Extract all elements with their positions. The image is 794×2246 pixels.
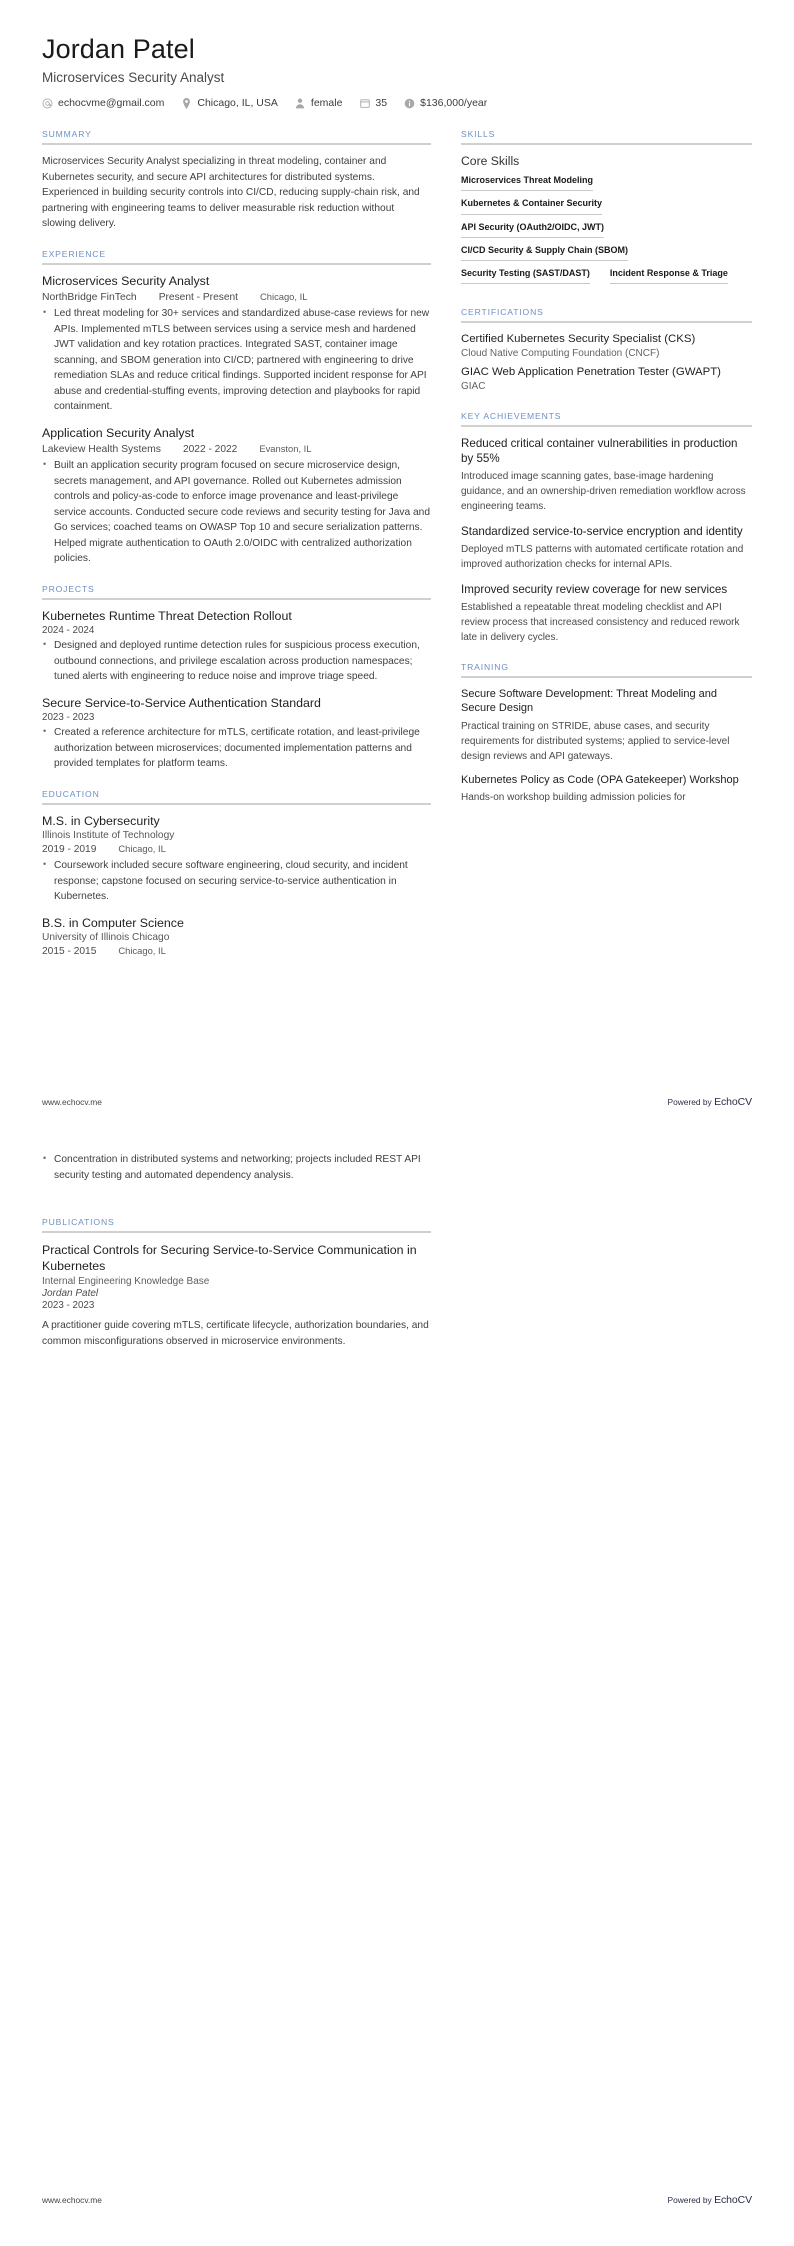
section-skills	[461, 129, 752, 290]
email-icon	[42, 98, 53, 109]
achievement-title: Improved security review coverage for new services	[461, 582, 728, 596]
certification-item	[461, 365, 752, 393]
project-bullets	[42, 725, 431, 772]
skill-chip: Security Testing (SAST/DAST)	[461, 267, 590, 284]
contact-gender-value: female	[310, 97, 343, 110]
section-title-publications: PUBLICATIONS	[42, 1217, 115, 1227]
education-location: Chicago, IL	[118, 843, 166, 855]
bullet: • Concentration in distributed systems and networking; projects included REST API security testing and automated dependency analysis.	[42, 1152, 431, 1183]
education-location: Chicago, IL	[118, 945, 166, 957]
project-item	[42, 696, 431, 772]
skill-line	[461, 244, 752, 261]
certification-item	[461, 332, 752, 360]
resume-page-2	[0, 1150, 794, 2206]
education-meta	[42, 843, 431, 855]
publication-source: Internal Engineering Knowledge Base	[42, 1276, 210, 1288]
project-name: Secure Service-to-Service Authentication Standard	[42, 695, 321, 710]
publication-item	[42, 1242, 431, 1349]
education-degree: B.S. in Computer Science	[42, 915, 184, 930]
section-publications	[42, 1217, 431, 1349]
skill-chip: API Security (OAuth2/OIDC, JWT)	[461, 221, 604, 238]
footer-brand-name: EchoCV	[714, 1096, 752, 1108]
contact-salary-value: $136,000/year	[420, 97, 488, 110]
experience-bullets	[42, 306, 431, 415]
contact-location	[181, 97, 278, 109]
contact-age	[359, 97, 387, 109]
achievement-description: Established a repeatable threat modeling checklist and API review process that increased consistency and reduced rework late in delivery cycles.	[461, 601, 740, 643]
education-meta	[42, 945, 431, 957]
skill-chip: Kubernetes & Container Security	[461, 197, 602, 214]
candidate-headline: Microservices Security Analyst	[42, 70, 225, 86]
education-degree: M.S. in Cybersecurity	[42, 813, 160, 828]
footer-brand-name: EchoCV	[714, 2194, 752, 2206]
section-rule	[42, 143, 431, 145]
section-experience	[42, 249, 431, 567]
training-title: Kubernetes Policy as Code (OPA Gatekeeper) Workshop	[461, 773, 739, 786]
section-title-education: EDUCATION	[42, 788, 100, 799]
experience-role: Application Security Analyst	[42, 425, 195, 440]
project-date: 2024 - 2024	[42, 625, 95, 637]
experience-org: NorthBridge FinTech	[42, 292, 137, 304]
contact-location-value: Chicago, IL, USA	[197, 97, 278, 110]
contact-gender	[295, 97, 343, 109]
experience-location: Evanston, IL	[259, 443, 312, 455]
page-footer-1	[42, 1096, 752, 1108]
achievement-description: Deployed mTLS patterns with automated certificate rotation and improved authorization checks for internal APIs.	[461, 543, 744, 570]
education-item	[42, 814, 431, 905]
certification-issuer: GIAC	[461, 381, 486, 393]
education-bullets	[42, 858, 431, 905]
project-name: Kubernetes Runtime Threat Detection Rollout	[42, 608, 292, 623]
education-date: 2019 - 2019	[42, 844, 97, 856]
skill-rows	[461, 174, 752, 290]
bullet: • Led threat modeling for 30+ services and standardized abuse-case reviews for new APIs. Implemented mTLS between services using a service mesh and hardened JWT validation and key rotation practices. Integrated SAST, container image scanning, and SBOM generation into CI/CD; partnered with engineering to drive remediation SLAs and reduce critical findings. Supported incident response for API abuse and credential-stuffing events, improving detection and playbooks for rapid containment.	[42, 306, 431, 415]
experience-date: Present - Present	[158, 292, 238, 304]
certification-issuer: Cloud Native Computing Foundation (CNCF)	[461, 347, 660, 359]
experience-org: Lakeview Health Systems	[42, 444, 161, 456]
publication-title: Practical Controls for Securing Service-to-Service Communication in Kubernetes	[42, 1243, 417, 1274]
section-certifications	[461, 307, 752, 394]
skill-chip: Microservices Threat Modeling	[461, 174, 593, 191]
salary-icon	[404, 98, 415, 109]
training-title: Secure Software Development: Threat Modeling and Secure Design	[461, 687, 717, 715]
resume-header	[0, 0, 794, 109]
experience-role: Microservices Security Analyst	[42, 273, 210, 288]
skill-chip: CI/CD Security & Supply Chain (SBOM)	[461, 244, 628, 261]
section-title-summary: SUMMARY	[42, 129, 92, 140]
achievement-item	[461, 436, 752, 514]
section-title-projects: PROJECTS	[42, 583, 95, 594]
section-rule	[461, 425, 752, 427]
achievement-item	[461, 582, 752, 645]
experience-location: Chicago, IL	[260, 291, 308, 303]
candidate-name: Jordan Patel	[42, 34, 195, 64]
section-education	[42, 789, 431, 958]
footer-brand	[668, 2194, 752, 2206]
footer-url[interactable]: www.echocv.me	[42, 1097, 102, 1107]
project-bullets	[42, 638, 431, 685]
training-description: Hands-on workshop building admission policies for	[461, 792, 686, 804]
publication-description: A practitioner guide covering mTLS, certificate lifecycle, authorization boundaries, and common misconfigurations observed in microservice environments.	[42, 1320, 429, 1347]
location-icon	[181, 98, 192, 109]
training-description: Practical training on STRIDE, abuse cases, and security requirements for distributed systems; applied to service-level design reviews and API gateways.	[461, 720, 730, 762]
skill-line	[461, 267, 752, 284]
footer-powered-by-label: Powered by	[667, 2195, 715, 2205]
skill-chip: Incident Response & Triage	[610, 267, 728, 284]
training-item	[461, 687, 752, 764]
section-title-key-achievements: KEY ACHIEVEMENTS	[461, 410, 562, 421]
achievement-description: Introduced image scanning gates, base-image hardening guidance, and an ownership-driven remediation workflow across engineering teams.	[461, 470, 746, 512]
contact-email-value: echocvme@gmail.com	[58, 97, 165, 110]
skill-line	[461, 197, 752, 214]
project-date: 2023 - 2023	[42, 712, 95, 724]
experience-meta	[42, 443, 431, 455]
bullet: • Built an application security program focused on secure microservice design, secrets management, and API governance. Rolled out Kubernetes admission controls and policy-as-code to enforce image provenance and least-privilege service accounts. Conducted secure code reviews and security testing for Java and Go services; coached teams on OWASP Top 10 and secure serialization patterns. Helped migrate authentication to OAuth 2.0/OIDC with centralized authorization policies.	[42, 458, 431, 567]
section-projects	[42, 584, 431, 772]
section-summary	[42, 129, 431, 232]
section-title-experience: EXPERIENCE	[42, 248, 106, 259]
experience-item	[42, 274, 431, 415]
resume-columns-page2	[0, 1150, 794, 1366]
skill-line	[461, 174, 752, 191]
section-key-achievements	[461, 411, 752, 645]
section-rule	[42, 1231, 431, 1233]
project-item	[42, 609, 431, 685]
education-school: Illinois Institute of Technology	[42, 830, 175, 842]
bullet: • Created a reference architecture for mTLS, certificate rotation, and least-privilege authorization between microservices; documented implementation patterns and provided templates for platform teams.	[42, 725, 431, 772]
resume-page-1	[0, 0, 794, 1108]
training-item	[461, 773, 752, 806]
experience-bullets	[42, 458, 431, 567]
publication-date: 2023 - 2023	[42, 1300, 95, 1312]
contact-salary	[404, 97, 487, 109]
experience-item	[42, 426, 431, 567]
education-bullets-continued	[42, 1152, 431, 1183]
person-icon	[295, 98, 306, 109]
footer-powered-by-label: Powered by	[667, 1097, 715, 1107]
skill-line	[461, 221, 752, 238]
bullet: • Designed and deployed runtime detection rules for suspicious process execution, outbound connections, and privilege escalation across production namespaces; tuned alerts with engineering to reduce noise and improve triage speed.	[42, 638, 431, 685]
certification-name: GIAC Web Application Penetration Tester (GWAPT)	[461, 366, 721, 379]
section-training	[461, 662, 752, 806]
page-footer-2	[42, 2194, 752, 2206]
section-title-training: TRAINING	[461, 661, 509, 672]
contact-email	[42, 97, 164, 109]
footer-url[interactable]: www.echocv.me	[42, 2195, 102, 2205]
education-item	[42, 916, 431, 958]
achievement-title: Standardized service-to-service encryption and identity	[461, 524, 743, 538]
bullet: • Coursework included secure software engineering, cloud security, and incident response; capstone focused on securing service-to-service authentication in Kubernetes.	[42, 858, 431, 905]
section-rule	[461, 321, 752, 323]
section-rule	[42, 598, 431, 600]
skills-group-label: Core Skills	[461, 154, 520, 169]
publication-author: Jordan Patel	[42, 1288, 99, 1300]
experience-date: 2022 - 2022	[182, 444, 238, 456]
contact-age-value: 35	[375, 97, 388, 110]
education-continuation	[42, 1152, 431, 1183]
resume-columns	[0, 109, 794, 974]
education-date: 2015 - 2015	[42, 946, 97, 958]
achievement-item	[461, 524, 752, 572]
section-rule	[42, 803, 431, 805]
achievement-title: Reduced critical container vulnerabilities in production by 55%	[461, 436, 738, 465]
calendar-icon	[359, 98, 370, 109]
right-column	[457, 129, 752, 822]
section-rule	[42, 263, 431, 265]
left-column-page2	[42, 1150, 457, 1366]
footer-brand	[668, 1096, 752, 1108]
section-title-skills: SKILLS	[461, 129, 496, 140]
education-school: University of Illinois Chicago	[42, 932, 170, 944]
experience-meta	[42, 291, 431, 303]
section-title-certifications: CERTIFICATIONS	[461, 306, 544, 317]
certification-name: Certified Kubernetes Security Specialist (CKS)	[461, 332, 696, 345]
left-column	[42, 129, 457, 974]
section-rule	[461, 143, 752, 145]
contact-row	[42, 97, 752, 109]
summary-text: Microservices Security Analyst specializing in threat modeling, container and Kubernetes security, and secure API architectures for distributed systems. Experienced in building security controls into CI/CD, reducing supply-chain risk, and partnering with engineering teams to deliver measurable risk reduction without slowing delivery.	[42, 156, 420, 230]
section-rule	[461, 676, 752, 678]
